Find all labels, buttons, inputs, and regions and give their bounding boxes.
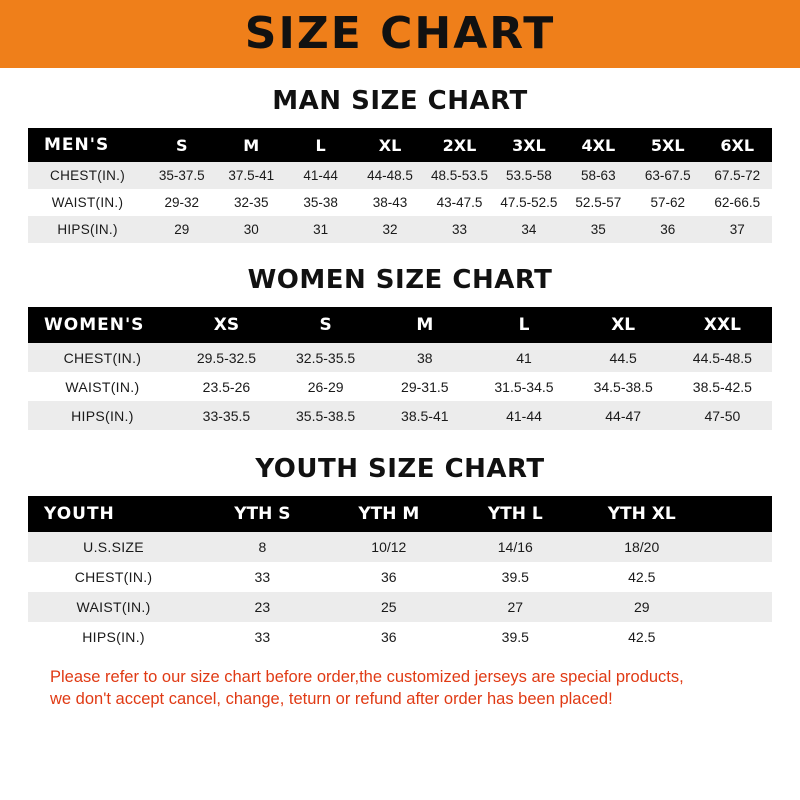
row-label: CHEST(IN.) xyxy=(28,162,147,189)
column-header: 6XL xyxy=(702,128,772,162)
column-header: YTH S xyxy=(199,496,325,532)
cell: 47.5-52.5 xyxy=(494,189,563,216)
cell: 35 xyxy=(564,216,633,243)
table-row xyxy=(28,162,772,189)
cell: 33-35.5 xyxy=(177,401,276,430)
cell: 34 xyxy=(494,216,563,243)
cell: 37.5-41 xyxy=(217,162,286,189)
footnote xyxy=(50,666,750,711)
cell: 41-44 xyxy=(286,162,355,189)
cell-spacer xyxy=(705,592,772,622)
cell: 63-67.5 xyxy=(633,162,702,189)
cell: 38.5-41 xyxy=(375,401,474,430)
footnote-line-1: Please refer to our size chart before order,the customized jerseys are special products, xyxy=(50,668,684,686)
column-header: XL xyxy=(355,128,424,162)
column-header: S xyxy=(147,128,216,162)
cell: 36 xyxy=(633,216,702,243)
table-row xyxy=(28,532,772,562)
column-header: M xyxy=(217,128,286,162)
cell: 41 xyxy=(474,343,573,372)
table-row xyxy=(28,372,772,401)
cell: 44-48.5 xyxy=(355,162,424,189)
cell: 29-31.5 xyxy=(375,372,474,401)
cell: 32 xyxy=(355,216,424,243)
column-header: XXL xyxy=(673,307,772,343)
column-header: S xyxy=(276,307,375,343)
column-header-spacer xyxy=(705,496,772,532)
column-header: YTH L xyxy=(452,496,578,532)
cell: 44.5 xyxy=(574,343,673,372)
women-size-table xyxy=(28,307,772,430)
cell: 37 xyxy=(702,216,772,243)
column-header: L xyxy=(474,307,573,343)
cell: 33 xyxy=(199,562,325,592)
cell: 36 xyxy=(326,622,452,652)
table-row xyxy=(28,216,772,243)
cell: 29-32 xyxy=(147,189,216,216)
cell: 32.5-35.5 xyxy=(276,343,375,372)
cell-spacer xyxy=(705,562,772,592)
row-label: HIPS(IN.) xyxy=(28,216,147,243)
column-header: 5XL xyxy=(633,128,702,162)
cell: 67.5-72 xyxy=(702,162,772,189)
column-header: XL xyxy=(574,307,673,343)
content xyxy=(0,68,800,800)
cell: 23 xyxy=(199,592,325,622)
table-row xyxy=(28,622,772,652)
column-header: MEN'S xyxy=(28,128,147,162)
column-header: M xyxy=(375,307,474,343)
cell: 29 xyxy=(147,216,216,243)
table-header-row xyxy=(28,128,772,162)
table-row xyxy=(28,343,772,372)
cell: 27 xyxy=(452,592,578,622)
table-row xyxy=(28,189,772,216)
cell: 42.5 xyxy=(579,622,705,652)
cell: 52.5-57 xyxy=(564,189,633,216)
row-label: HIPS(IN.) xyxy=(28,401,177,430)
column-header: WOMEN'S xyxy=(28,307,177,343)
row-label: CHEST(IN.) xyxy=(28,343,177,372)
column-header: 3XL xyxy=(494,128,563,162)
cell: 25 xyxy=(326,592,452,622)
cell: 42.5 xyxy=(579,562,705,592)
section-title-man: MAN SIZE CHART xyxy=(272,86,528,116)
column-header: XS xyxy=(177,307,276,343)
youth-size-table xyxy=(28,496,772,652)
cell: 44.5-48.5 xyxy=(673,343,772,372)
row-label: WAIST(IN.) xyxy=(28,372,177,401)
cell: 33 xyxy=(425,216,494,243)
row-label: HIPS(IN.) xyxy=(28,622,199,652)
cell: 39.5 xyxy=(452,622,578,652)
cell-spacer xyxy=(705,622,772,652)
cell: 31.5-34.5 xyxy=(474,372,573,401)
table-row xyxy=(28,592,772,622)
cell: 41-44 xyxy=(474,401,573,430)
cell: 18/20 xyxy=(579,532,705,562)
banner xyxy=(0,0,800,68)
cell: 23.5-26 xyxy=(177,372,276,401)
man-size-table xyxy=(28,128,772,243)
cell: 35.5-38.5 xyxy=(276,401,375,430)
row-label: WAIST(IN.) xyxy=(28,189,147,216)
cell: 30 xyxy=(217,216,286,243)
cell: 38-43 xyxy=(355,189,424,216)
cell: 58-63 xyxy=(564,162,633,189)
cell: 33 xyxy=(199,622,325,652)
column-header: YTH XL xyxy=(579,496,705,532)
cell: 43-47.5 xyxy=(425,189,494,216)
cell: 48.5-53.5 xyxy=(425,162,494,189)
cell: 31 xyxy=(286,216,355,243)
cell: 39.5 xyxy=(452,562,578,592)
cell: 29.5-32.5 xyxy=(177,343,276,372)
column-header: YTH M xyxy=(326,496,452,532)
cell-spacer xyxy=(705,532,772,562)
cell: 26-29 xyxy=(276,372,375,401)
cell: 38.5-42.5 xyxy=(673,372,772,401)
cell: 34.5-38.5 xyxy=(574,372,673,401)
column-header: YOUTH xyxy=(28,496,199,532)
section-title-youth: YOUTH SIZE CHART xyxy=(255,454,545,484)
table-row xyxy=(28,401,772,430)
row-label: U.S.SIZE xyxy=(28,532,199,562)
cell: 8 xyxy=(199,532,325,562)
row-label: CHEST(IN.) xyxy=(28,562,199,592)
column-header: 4XL xyxy=(564,128,633,162)
cell: 38 xyxy=(375,343,474,372)
section-title-women: WOMEN SIZE CHART xyxy=(247,265,553,295)
cell: 35-37.5 xyxy=(147,162,216,189)
table-header-row xyxy=(28,307,772,343)
cell: 53.5-58 xyxy=(494,162,563,189)
cell: 10/12 xyxy=(326,532,452,562)
cell: 47-50 xyxy=(673,401,772,430)
row-label: WAIST(IN.) xyxy=(28,592,199,622)
table-header-row xyxy=(28,496,772,532)
cell: 44-47 xyxy=(574,401,673,430)
cell: 35-38 xyxy=(286,189,355,216)
column-header: L xyxy=(286,128,355,162)
cell: 29 xyxy=(579,592,705,622)
cell: 57-62 xyxy=(633,189,702,216)
cell: 32-35 xyxy=(217,189,286,216)
cell: 14/16 xyxy=(452,532,578,562)
cell: 36 xyxy=(326,562,452,592)
cell: 62-66.5 xyxy=(702,189,772,216)
footnote-line-2: we don't accept cancel, change, teturn or refund after order has been placed! xyxy=(50,690,613,709)
column-header: 2XL xyxy=(425,128,494,162)
table-row xyxy=(28,562,772,592)
page-title: SIZE CHART xyxy=(244,8,556,59)
